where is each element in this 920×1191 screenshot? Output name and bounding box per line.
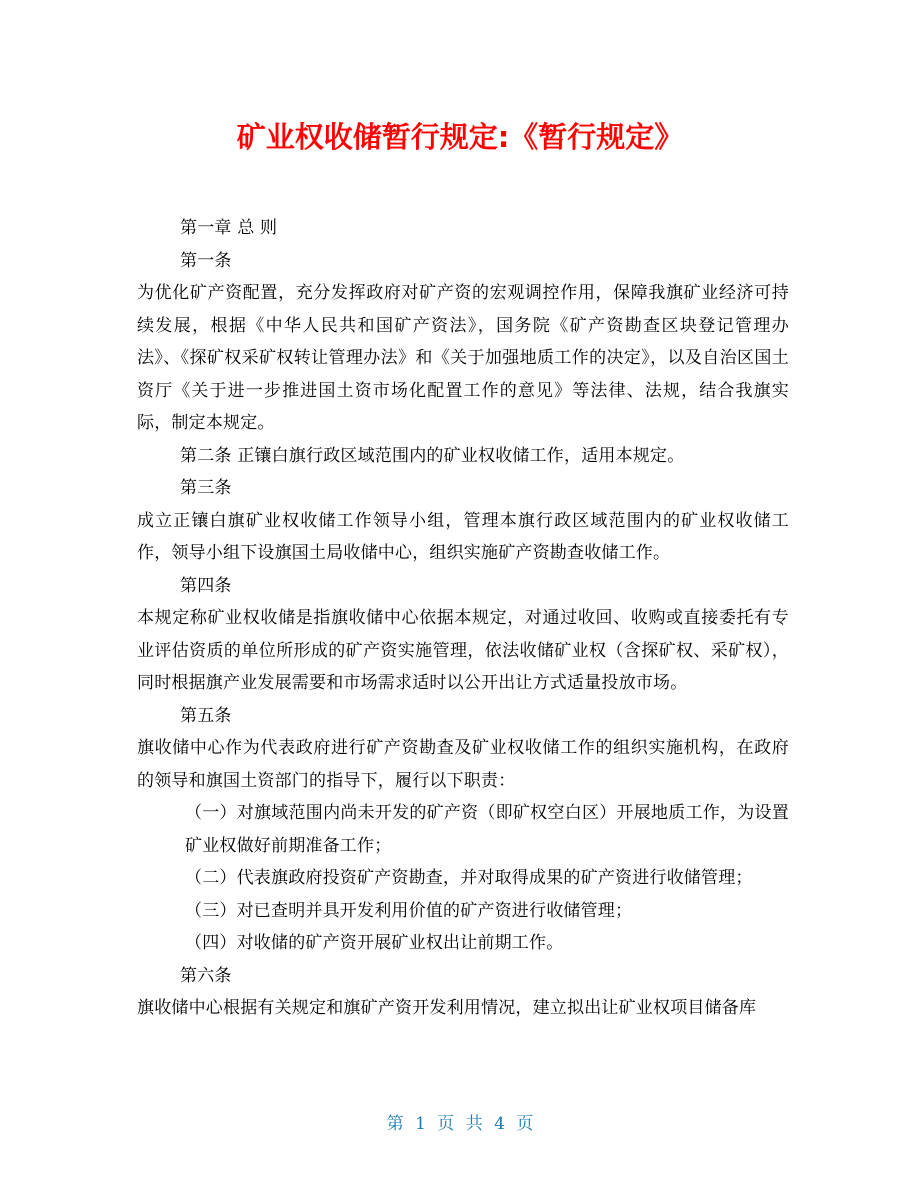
document-title: 矿业权收储暂行规定:《暂行规定》 xyxy=(236,120,684,154)
article-1-heading: 第一条 xyxy=(180,250,232,271)
article-4-paragraph: 本规定称矿业权收储是指旗收储中心依据本规定，对通过收回、收购或直接委托有专业评估资质的单位所形成的矿产资实施管理，依法收储矿业权（含探矿权、采矿权），同时根据旗产业发展需要和市场需求适时以公开出让方式适量投放市场。 xyxy=(137,608,789,693)
page-number-footer: 第 1 页 共 4 页 xyxy=(386,1114,534,1134)
article-5-heading: 第五条 xyxy=(180,705,232,726)
document-body xyxy=(137,212,789,1025)
article-2-paragraph: 第二条 正镶白旗行政区域范围内的矿业权收储工作，适用本规定。 xyxy=(180,445,685,466)
article-5-item-2: （二）代表旗政府投资矿产资勘查，并对取得成果的矿产资进行收储管理； xyxy=(185,868,753,888)
article-5-item-1: （一）对旗域范围内尚未开发的矿产资（即矿权空白区）开展地质工作，为设置矿业权做好前期准备工作； xyxy=(185,803,789,856)
article-4-heading: 第四条 xyxy=(180,575,232,596)
article-6-heading: 第六条 xyxy=(180,965,232,986)
article-3-paragraph: 成立正镶白旗矿业权收储工作领导小组，管理本旗行政区域范围内的矿业权收储工作，领导小组下设旗国土局收储中心，组织实施矿产资勘查收储工作。 xyxy=(137,510,789,563)
article-6-paragraph: 旗收储中心根据有关规定和旗矿产资开发利用情况，建立拟出让矿业权项目储备库 xyxy=(137,998,757,1018)
chapter-heading: 第一章 总 则 xyxy=(180,218,278,238)
article-1-paragraph: 为优化矿产资配置，充分发挥政府对矿产资的宏观调控作用，保障我旗矿业经济可持续发展，根据《中华人民共和国矿产资法》，国务院《矿产资勘查区块登记管理办法》、《探矿权采矿权转让管理办法》和《关于加强地质工作的决定》，以及自治区国土资厅《关于进一步推进国土资市场化配置工作的意见》等法律、法规，结合我旗实际，制定本规定。 xyxy=(137,283,789,433)
article-5-item-4: （四）对收储的矿产资开展矿业权出让前期工作。 xyxy=(185,933,564,953)
article-5-item-3: （三）对已查明并具开发利用价值的矿产资进行收储管理； xyxy=(185,900,633,921)
article-3-heading: 第三条 xyxy=(180,478,232,498)
article-5-paragraph: 旗收储中心作为代表政府进行矿产资勘查及矿业权收储工作的组织实施机构，在政府的领导和旗国土资部门的指导下，履行以下职责： xyxy=(137,738,789,791)
